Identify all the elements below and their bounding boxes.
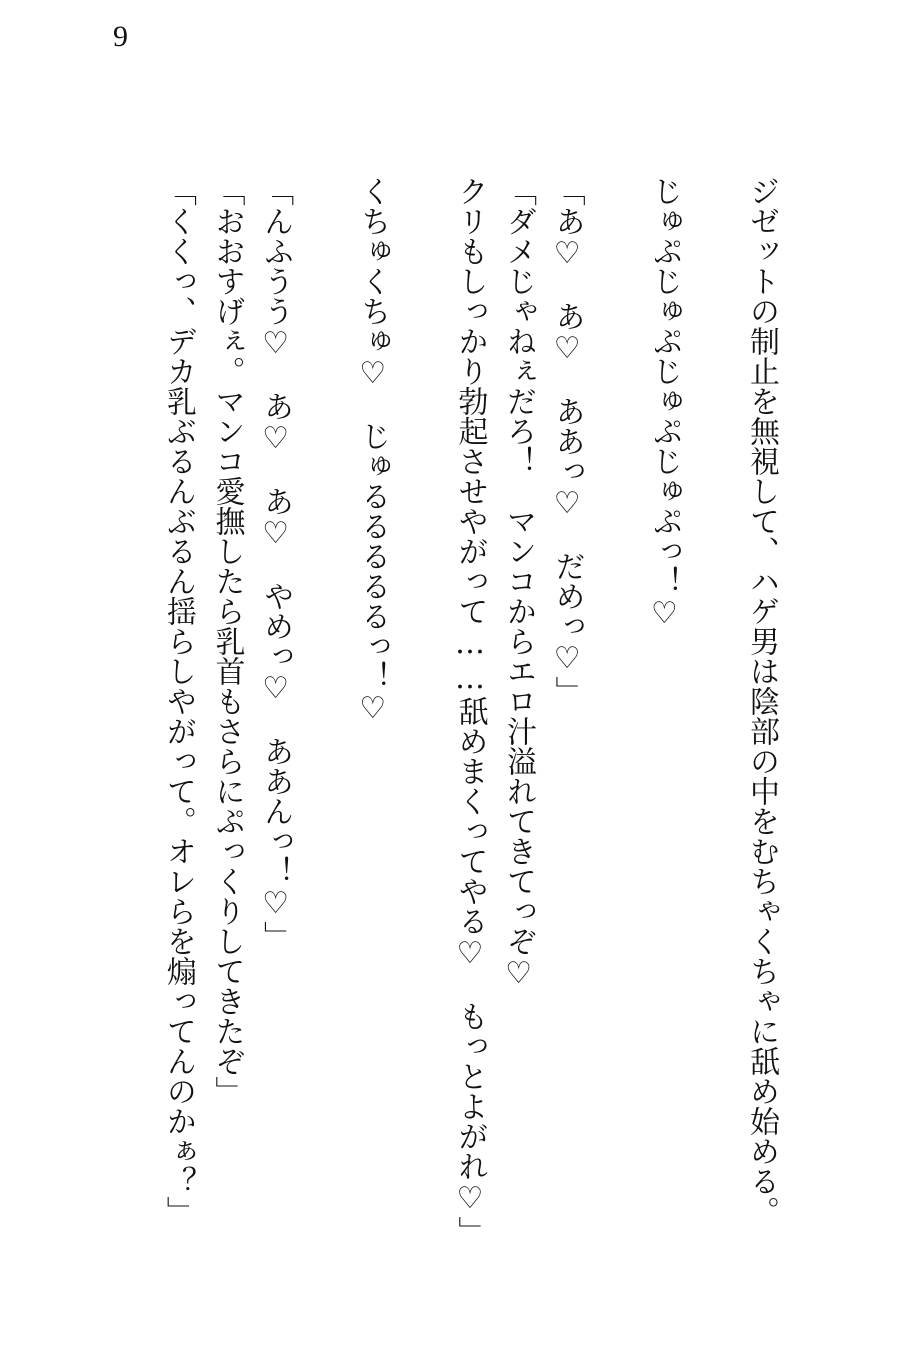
text-line-dialogue: 「あ♡ あ♡ ああっ♡ だめっ♡」 [549,176,585,706]
text-line-dialogue: 「くくっ、デカ乳ぶるんぶるん揺らしやがって。オレらを煽ってんのかぁ？」 [160,176,196,1226]
blank-line [688,176,737,1256]
text-line-dialogue: 「んふうう♡ あ♡ あ♡ やめっ♡ ああんっ！♡」 [258,176,294,951]
blank-line [396,176,445,1256]
blank-line [299,176,348,1256]
blank-line [591,176,640,1256]
text-line-narration: ジゼットの制止を無視して、ハゲ男は陰部の中をむちゃくちゃに舐め始める。 [744,176,779,1226]
text-line-sound-effect: くちゅくちゅ♡ じゅるるるるるっ！♡ [355,176,391,726]
text-line-dialogue: 「ダメじゃねぇだろ！ マンコからエロ汁溢れてきてっぞ♡ [501,176,537,991]
text-line-dialogue: 「おおすげぇ。マンコ愛撫したら乳首もさらにぷっくりしてきたぞ」 [209,176,245,1106]
text-line-dialogue: クリもしっかり勃起させやがって……舐めまくってやる♡ もっとよがれ♡」 [452,176,488,1246]
novel-body-text [145,176,785,1256]
page-number: 9 [113,20,128,53]
text-line-sound-effect: じゅぷじゅぷじゅぷじゅぷっ！♡ [646,176,682,631]
